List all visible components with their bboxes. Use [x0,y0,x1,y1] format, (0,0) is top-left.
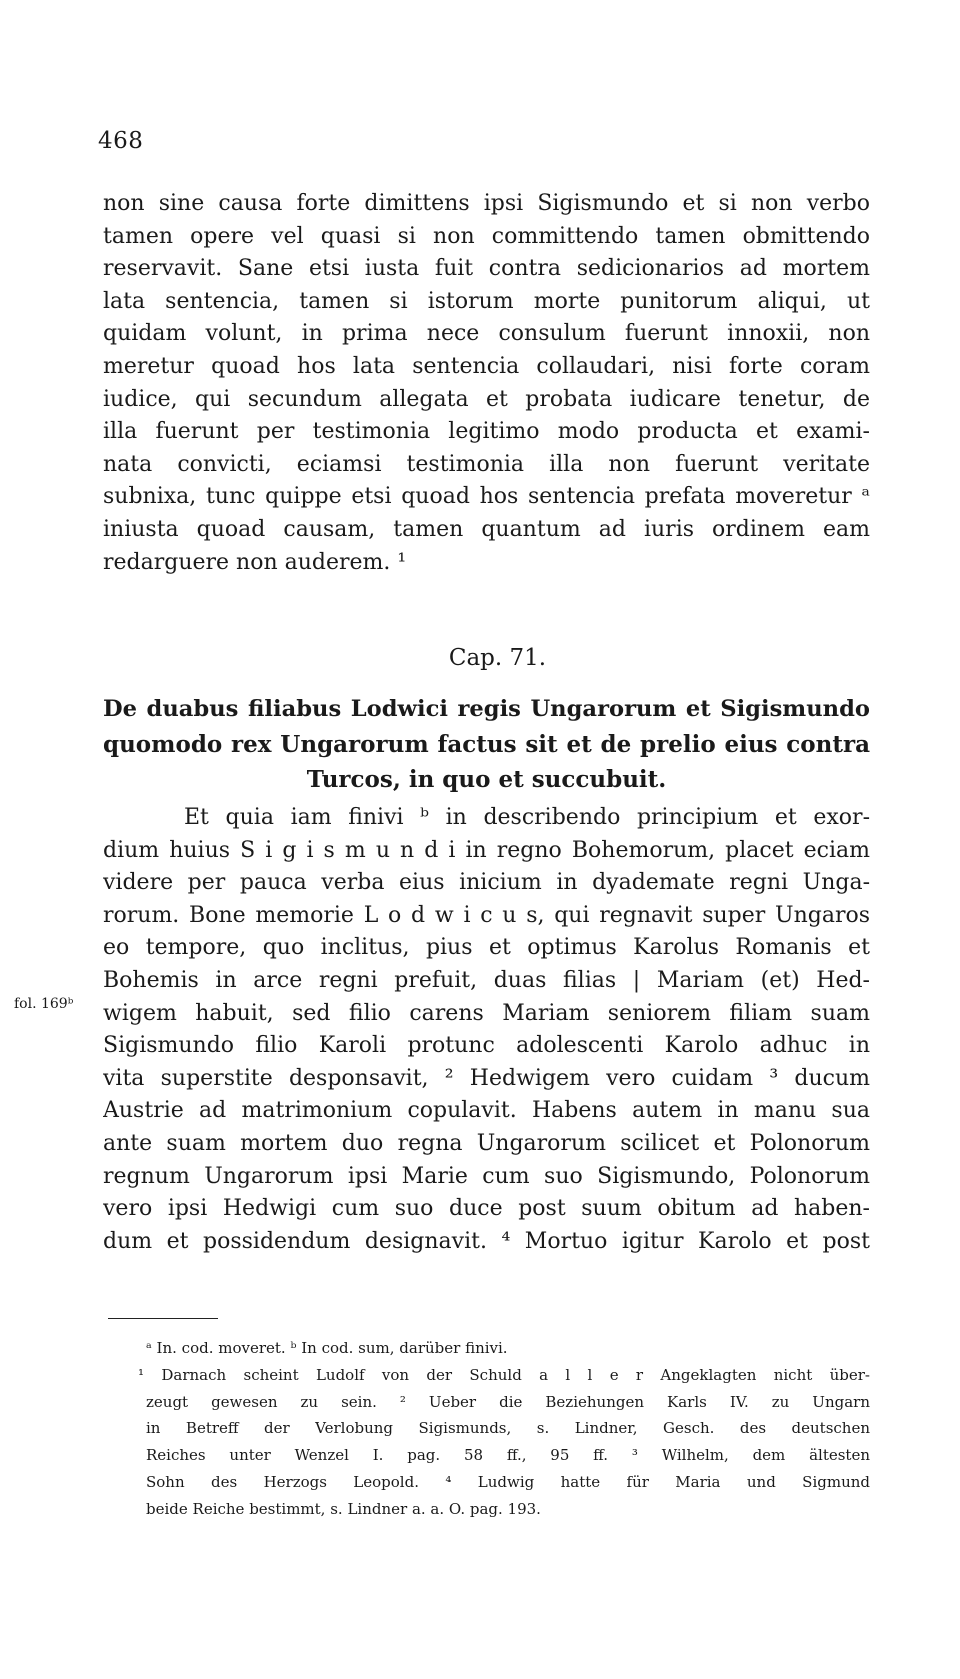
text-line: regnum Ungarorum ipsi Marie cum suo Sigismundo, Polonorum [103,1163,870,1189]
text-line: vita superstite desponsavit, ² Hedwigem vero cuidam ³ ducum [103,1065,870,1091]
text-line: iudice, qui secundum allegata et probata iudicare tenetur, de [103,386,870,412]
footnote-line: Sohn des Herzogs Leopold. ⁴ Ludwig hatte für Maria und Sigmund [146,1472,870,1491]
text-line: reservavit. Sane etsi iusta fuit contra sedicionarios ad mortem [103,256,870,282]
text-line: redarguere non auderem. ¹ [103,549,407,575]
footnote-line: ¹ Darnach scheint Ludolf von der Schuld a l l e r Angeklagten nicht über- [138,1365,870,1384]
folio-margin-note: fol. 169ᵇ [14,996,74,1012]
chapter-number: Cap. 71. [448,645,547,671]
text-line: wigem habuit, sed filio carens Mariam seniorem filiam suam [103,1000,870,1026]
footnote-line: beide Reiche bestimmt, s. Lindner a. a. O. pag. 193. [146,1499,541,1518]
chapter-title-line: De duabus filiabus Lodwici regis Ungarorum et Sigismundo [103,696,870,722]
footnote-line: in Betreff der Verlobung Sigismunds, s. Lindner, Gesch. des deutschen [146,1419,870,1438]
text-line: Austrie ad matrimonium copulavit. Habens autem in manu sua [103,1098,870,1124]
text-line: dum et possidendum designavit. ⁴ Mortuo igitur Karolo et post [103,1228,870,1254]
text-line: Sigismundo filio Karoli protunc adolescenti Karolo adhuc in [103,1033,870,1059]
text-line: Et quia iam finivi ᵇ in describendo principium et exor- [184,805,870,830]
page-number: 468 [98,128,144,154]
chapter-title-line: Turcos, in quo et succubuit. [306,766,667,793]
chapter-title [103,692,870,797]
text-line: quidam volunt, in prima nece consulum fuerunt innoxii, non [103,321,870,347]
text-line: rorum. Bone memorie L o d w i c u s, qui regnavit super Ungaros [103,902,870,928]
text-line: tamen opere vel quasi si non committendo tamen obmittendo [103,223,870,249]
text-line: subnixa, tunc quippe etsi quoad hos sentencia prefata moveretur ᵃ [103,484,870,510]
text-line: lata sentencia, tamen si istorum morte punitorum aliqui, ut [103,288,870,314]
chapter-paragraph [103,802,870,1258]
chapter-title-line: quomodo rex Ungarorum factus sit et de prelio eius contra [103,731,870,758]
paragraph-continuation [103,188,870,579]
footnote-line: zeugt gewesen zu sein. ² Ueber die Beziehungen Karls IV. zu Ungarn [146,1392,870,1411]
text-line: meretur quoad hos lata sentencia collaudari, nisi forte coram [103,353,870,379]
text-line: dium huius S i g i s m u n d i in regno Bohemorum, placet eciam [103,837,870,863]
text-line: non sine causa forte dimittens ipsi Sigismundo et si non verbo [103,191,870,216]
footnote-line: ᵃ In. cod. moveret. ᵇ In cod. sum, darüber finivi. [146,1339,508,1357]
text-line: illa fuerunt per testimonia legitimo modo producta et exami- [103,419,870,445]
footnotes [138,1335,870,1523]
text-line: videre per pauca verba eius inicium in dyademate regni Unga- [103,870,870,896]
footnote-divider [108,1318,218,1319]
text-line: vero ipsi Hedwigi cum suo duce post suum obitum ad haben- [103,1196,870,1222]
text-line: Bohemis in arce regni prefuit, duas filias | Mariam (et) Hed- [103,967,870,993]
text-line: iniusta quoad causam, tamen quantum ad iuris ordinem eam [103,516,870,542]
text-line: nata convicti, eciamsi testimonia illa non fuerunt veritate [103,451,870,477]
text-line: ante suam mortem duo regna Ungarorum scilicet et Polonorum [103,1130,870,1156]
text-line: eo tempore, quo inclitus, pius et optimus Karolus Romanis et [103,935,870,961]
footnote-line: Reiches unter Wenzel I. pag. 58 ff., 95 ff. ³ Wilhelm, dem ältesten [146,1446,870,1465]
